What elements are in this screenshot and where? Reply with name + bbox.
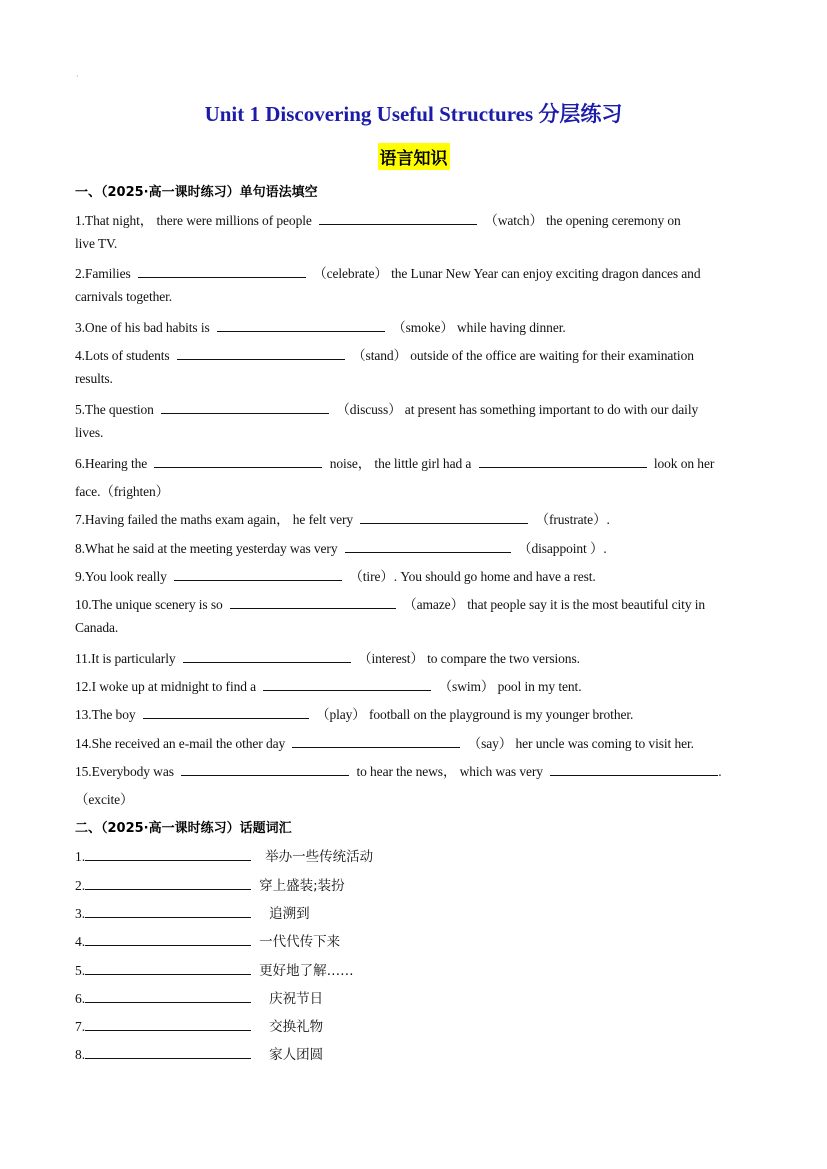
question-2: 2.Families （celebrate） the Lunar New Year can enjoy exciting dragon dances and [75,266,701,281]
question-8: 8.What he said at the meeting yesterday was very （disappoint ）. [75,541,607,556]
vocab-item-6: 6. 庆祝节日 [75,991,324,1007]
answer-blank-1[interactable] [319,211,477,225]
answer-blank-11[interactable] [183,649,351,663]
question-12: 12.I woke up at midnight to find a （swim） pool in my tent. [75,679,582,694]
question-14: 14.She received an e-mail the other day （say） her uncle was coming to visit her. [75,736,694,751]
question-6: 6.Hearing the noise， the little girl had a look on her [75,456,715,471]
answer-blank-5[interactable] [161,400,329,414]
question-15: 15.Everybody was to hear the news， which was very . [75,764,722,779]
vocab-item-8: 8. 家人团圆 [75,1047,324,1063]
answer-blank-15b[interactable] [550,762,718,776]
vocab-blank-6[interactable] [85,989,251,1003]
vocab-blank-7[interactable] [85,1017,251,1031]
vocab-blank-8[interactable] [85,1045,251,1059]
answer-blank-9[interactable] [174,567,342,581]
page-title: Unit 1 Discovering Useful Structures 分层练习 [204,102,623,126]
worksheet-page: · Unit 1 Discovering Useful Structures 分层练习 语言知识 一、（2025·高一课时练习）单句语法填空 1.That night， there were millions of people （watch） the opening ceremony on live TV. 2.Families （celebrate） the Lunar New Year can enjoy exciting dragon dances and carnivals together. 3.One of his bad habits is （smoke） while having dinner. 4.Lots of students （stand） outside of the office are waiting for their examination results. 5.The question （discuss） at present has something important to do with our daily lives. 6.Hearing the noise， the little girl had a look on her face.（frighten） 7.Having failed the maths exam again， he felt very （frustrate）. 8.What he said at the meeting yesterday was very （disappoint ）. 9.You look really （tire）. You should go home and have a rest. 10.The unique scenery is so （amaze） that people say it is the most beautiful city in Canada. 11.It is particularly （interest） to compare the two versions. 12.I woke up at midnight to find a （swim） pool in my tent. 13.The boy （play） football on the playground is my younger brother. 14.She received an e-mail the other day （say） her uncle was coming to visit her. 15.Everybody was to hear the news， which was very . （excite） 二、（2025·高一课时练习）话题词汇 1. 举办一些传统活动 2. 穿上盛装;装扮 3. 追溯到 4. 一代代传下来 5. 更好地了解…… 6. 庆祝节日 7. 交换礼物 8. 家人团圆 [0,0,827,1169]
vocab-blank-5[interactable] [85,961,251,975]
answer-blank-13[interactable] [143,705,309,719]
vocab-item-5: 5. 更好地了解…… [75,963,354,979]
vocab-blank-2[interactable] [85,876,251,890]
question-5: 5.The question （discuss） at present has something important to do with our daily [75,402,699,417]
vocab-blank-1[interactable] [85,847,251,861]
answer-blank-8[interactable] [345,539,511,553]
vocab-item-3: 3. 追溯到 [75,906,310,922]
vocab-item-7: 7. 交换礼物 [75,1019,324,1035]
answer-blank-14[interactable] [292,734,460,748]
question-11: 11.It is particularly （interest） to compare the two versions. [75,651,580,666]
question-4: 4.Lots of students （stand） outside of the office are waiting for their examination [75,348,694,363]
vocab-blank-4[interactable] [85,932,251,946]
answer-blank-12[interactable] [263,677,431,691]
vocab-item-2: 2. 穿上盛装;装扮 [75,878,345,894]
answer-blank-6b[interactable] [479,454,647,468]
top-mark: · [76,72,79,81]
question-13: 13.The boy （play） football on the playground is my younger brother. [75,707,634,722]
answer-blank-7[interactable] [360,510,528,524]
section-tag: 语言知识 [378,143,450,170]
vocab-item-1: 1. 举办一些传统活动 [75,849,374,865]
answer-blank-10[interactable] [230,595,396,609]
question-10: 10.The unique scenery is so （amaze） that people say it is the most beautiful city in [75,597,706,612]
question-7: 7.Having failed the maths exam again， he felt very （frustrate）. [75,512,610,527]
answer-blank-3[interactable] [217,318,385,332]
answer-blank-15a[interactable] [181,762,349,776]
question-9: 9.You look really （tire）. You should go home and have a rest. [75,569,596,584]
answer-blank-4[interactable] [177,346,345,360]
question-1: 1.That night， there were millions of people （watch） the opening ceremony on [75,213,681,228]
part1-heading: 一、（2025·高一课时练习）单句语法填空 [75,185,318,200]
answer-blank-6a[interactable] [154,454,322,468]
answer-blank-2[interactable] [138,264,306,278]
question-3: 3.One of his bad habits is （smoke） while having dinner. [75,320,566,335]
vocab-blank-3[interactable] [85,904,251,918]
vocab-item-4: 4. 一代代传下来 [75,934,341,950]
part2-heading: 二、（2025·高一课时练习）话题词汇 [75,821,292,836]
